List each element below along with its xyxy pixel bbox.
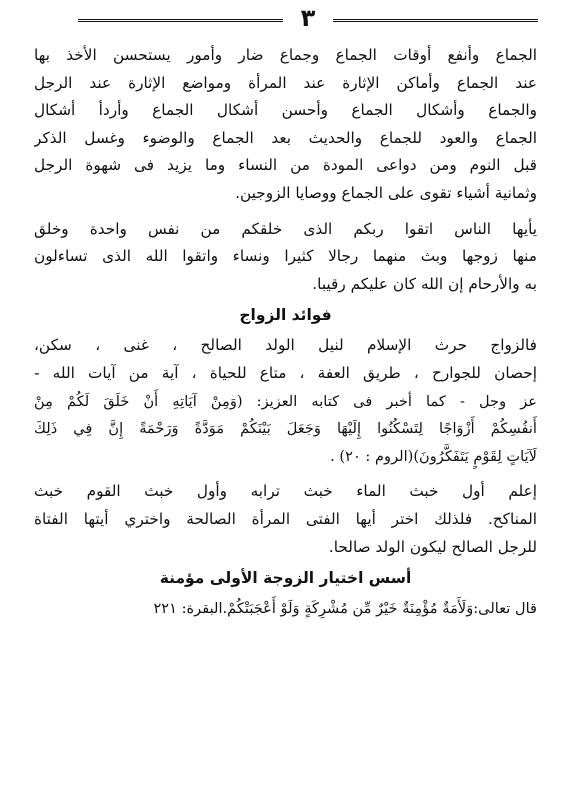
- text-line: المناكح. فلذلك اختر أيها الفتى المرأة الصالحة واختري أيتها الفتاة: [34, 509, 537, 528]
- text-line: الجماع وأنفع أوقات الجماع وجماع ضار وأمور يستحسن الأخذ بها: [34, 46, 537, 64]
- text-line: للرجل الصالح ليكون الولد صالحا.: [328, 537, 537, 556]
- text-line: والجماع وأشكال الجماع وأحسن أشكال الجماع وأردأ أشكال: [34, 101, 537, 120]
- text-line: به والأرحام إن الله كان عليكم رقيبا.: [312, 274, 537, 293]
- text-line: إعلم أول خبث الماء خبث ترابه وأول خبث القوم خبث: [34, 482, 537, 501]
- quran-verse-line: قال تعالى:وَلَأَمَةٌ مُؤْمِنَةٌ خَيْرٌ مِّن مُشْرِكَةٍ وَلَوْ أَعْجَبَتْكُمْ.البقرة: ٢٢١: [153, 600, 537, 618]
- header-rule-left: [78, 19, 283, 22]
- quran-verse-line: لَآيَاتٍ لِقَوْمٍ يَتَفَكَّرُونَ)(الروم : ٢٠) .: [330, 447, 537, 465]
- page-header: [78, 4, 538, 36]
- page-number: ٣: [300, 4, 316, 32]
- text-line: وثمانية أشياء تقوى على الجماع ووصايا الزوجين.: [235, 183, 537, 202]
- section-heading: فوائد الزواج: [239, 306, 332, 325]
- quran-verse-line: عز وجل - كما أخبر فى كتابه العزيز: (وَمِنْ آيَاتِهِ أَنْ خَلَقَ لَكُمْ مِنْ: [34, 392, 537, 410]
- page-body: [34, 42, 537, 623]
- text-line: الجماع والعود للجماع والحديث بعد الجماع والوضوء وغسل الذكر: [34, 128, 537, 147]
- text-line: قبل النوم ومن دواعى المودة من النساء وما يزيد فى شهوة الرجل: [34, 156, 537, 175]
- text-line: إحصان للجوارح ، طريق العفة ، متاع للحياة ، آية من آيات الله -: [34, 363, 537, 382]
- text-line: فالزواج حرث الإسلام لنيل الولد الصالح ، غنى ، سكن،: [34, 336, 537, 355]
- section-heading: أسس اختيار الزوجة الأولى مؤمنة: [159, 569, 412, 588]
- quran-verse-line: أَنفُسِكُمْ أَزْوَاجًا لِتَسْكُنُوا إِلَيْهَا وَجَعَلَ بَيْنَكُمْ مَوَدَّةً وَرَحْمَةً إِنَّ فِي ذَلِكَ: [34, 420, 537, 438]
- text-line: منها زوجها وبث منهما رجالا كثيرا ونساء واتقوا الله الذى تساءلون: [34, 247, 537, 266]
- text-line: عند الجماع وأماكن الإثارة عند المرأة ومواضع الإثارة عند الرجل: [34, 73, 537, 92]
- header-rule-right: [333, 19, 538, 22]
- text-line: يأيها الناس اتقوا ربكم الذى خلقكم من نفس واحدة وخلق: [34, 219, 537, 238]
